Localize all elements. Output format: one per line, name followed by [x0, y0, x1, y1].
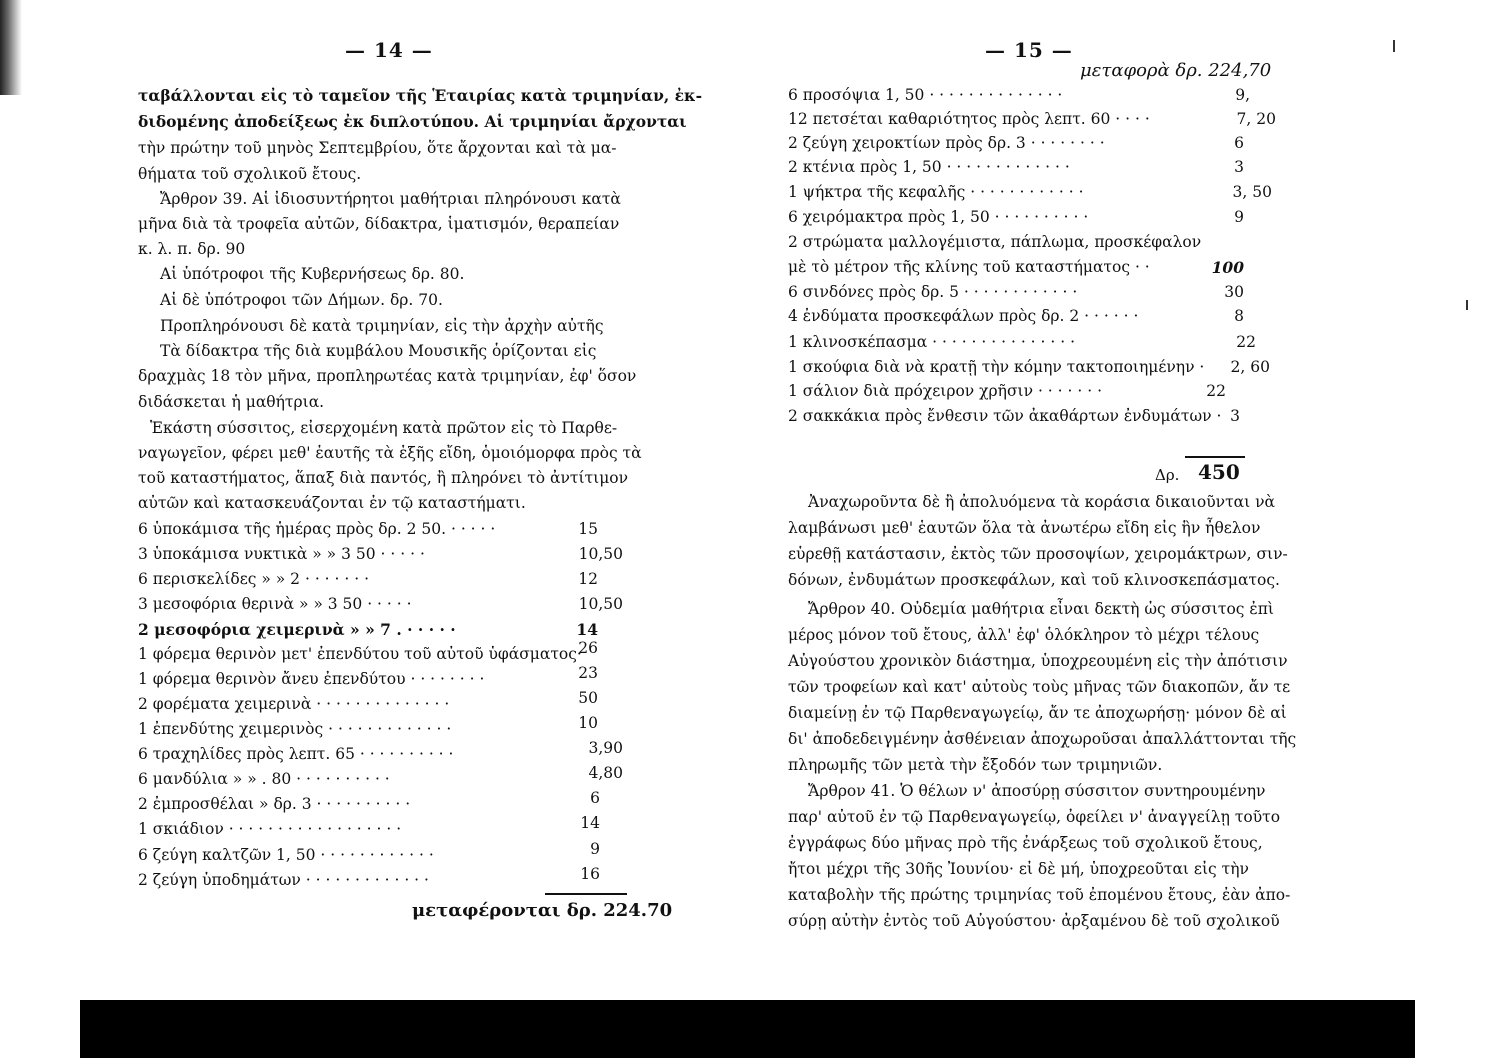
item-value: 30 — [1224, 283, 1244, 301]
total-label: Δρ. — [1155, 466, 1180, 484]
item-text: 1 ψήκτρα τῆς κεφαλῆς · · · · · · · · · · · · — [788, 183, 1084, 201]
text-line: τοῦ καταστήματος, ἅπαξ διὰ παντός, ἢ πληρόνει τὸ ἀντίτιμον — [138, 469, 629, 487]
text-line: κ. λ. π. δρ. 90 — [138, 240, 246, 258]
carried-total: μεταφέρονται δρ. 224.70 — [412, 900, 673, 921]
item-value: 9 — [1234, 208, 1244, 226]
item-value: 7, 20 — [1236, 110, 1276, 128]
carry-over: μεταφορὰ δρ. 224,70 — [1080, 60, 1272, 81]
text-line: εὑρεθῇ κατάστασιν, ἐκτὸς τῶν προσοψίων, χειρομάκτρων, σιν- — [788, 545, 1288, 563]
list-item — [138, 714, 598, 742]
item-text: 2 σακκάκια πρὸς ἔνθεσιν τῶν ἀκαθάρτων ἐνδυμάτων · — [788, 407, 1222, 425]
list-item — [138, 789, 600, 817]
item-value: 6 — [1234, 134, 1244, 152]
list-item — [138, 739, 623, 767]
item-value: 8 — [1234, 307, 1244, 325]
item-text: 2 ἐμπροσθέλαι » δρ. 3 · · · · · · · · · · — [138, 795, 411, 813]
list-item — [138, 520, 598, 542]
list-item — [788, 283, 1244, 305]
item-value: 9, — [1235, 86, 1250, 104]
list-item — [138, 689, 598, 717]
item-value: 3, 50 — [1232, 183, 1272, 201]
item-text: 1 ἐπενδύτης χειμερινὸς · · · · · · · · · · · · · — [138, 720, 452, 738]
text-line: ἐγγράφως δύο μῆνας πρὸ τῆς ἐνάρξεως τοῦ σχολικοῦ ἔτους, — [788, 834, 1263, 852]
list-item — [138, 639, 598, 667]
page-number: — 14 — — [345, 38, 433, 62]
text-line: δόνων, ἐνδυμάτων προσκεφάλων, καὶ τοῦ κλινοσκεπάσματος. — [788, 571, 1280, 589]
text-line: διδομένης ἀποδείξεως ἐκ διπλοτύπου. Αἱ τριμηνίαι ἄρχονται — [138, 112, 687, 131]
item-text: 1 κλινοσκέπασμα · · · · · · · · · · · · · · · — [788, 333, 1076, 351]
item-value: 15 — [578, 520, 598, 538]
list-item — [788, 134, 1244, 156]
list-item — [788, 158, 1244, 180]
total-rule — [545, 893, 627, 895]
text-line: Ἀναχωροῦντα δὲ ἢ ἀπολυόμενα τὰ κοράσια δικαιοῦνται νὰ — [808, 493, 1276, 511]
text-line: μῆνα διὰ τὰ τροφεῖα αὐτῶν, δίδακτρα, ἱματισμόν, θεραπείαν — [138, 215, 620, 233]
text-line: διδάσκεται ἡ μαθήτρια. — [138, 393, 325, 411]
item-text: 2 κτένια πρὸς 1, 50 · · · · · · · · · · · · · — [788, 158, 1070, 176]
item-text: 6 μανδύλια » » . 80 · · · · · · · · · · — [138, 770, 390, 788]
total-value: 450 — [1198, 460, 1240, 484]
page-number: — 15 — — [985, 38, 1073, 62]
list-item — [138, 545, 623, 567]
list-item — [788, 358, 1270, 380]
text-line: Τὰ δίδακτρα τῆς διὰ κυμβάλου Μουσικῆς ὁρίζονται εἰς — [160, 342, 597, 360]
item-text: 2 ζεύγη ὑποδημάτων · · · · · · · · · · · · · — [138, 871, 429, 889]
item-text: 1 σάλιον διὰ πρόχειρον χρῆσιν · · · · · · · — [788, 382, 1102, 400]
item-value: 23 — [578, 664, 598, 682]
scan-edge-shadow — [80, 1000, 1415, 1058]
item-text: 3 ὑποκάμισα νυκτικὰ » » 3 50 · · · · · — [138, 545, 425, 563]
text-line: ναγωγεῖον, φέρει μεθ' ἑαυτῆς τὰ ἑξῆς εἴδη, ὁμοιόμορφα πρὸς τὰ — [138, 444, 642, 462]
text-line: δραχμὰς 18 τὸν μῆνα, προπληρωτέας κατὰ τριμηνίαν, ἐφ' ὅσον — [138, 367, 637, 385]
item-text: 6 περισκελίδες » » 2 · · · · · · · — [138, 570, 370, 588]
item-value: 4,80 — [588, 764, 623, 782]
item-text: 2 μεσοφόρια χειμερινὰ » » 7 . · · · · · — [138, 620, 456, 639]
item-value: 22 — [1236, 333, 1256, 351]
item-value: 2, 60 — [1230, 358, 1270, 376]
text-line: διαμείνῃ ἐν τῷ Παρθεναγωγείῳ, ἄν τε ἀποχωρήσῃ· μόνον δὲ αἱ — [788, 704, 1287, 722]
list-item — [138, 865, 600, 893]
list-item — [138, 570, 598, 592]
list-item — [788, 208, 1244, 230]
text-line: τῶν τροφείων καὶ κατ' αὐτοὺς τοὺς μῆνας τῶν διακοπῶν, ἄν τε — [788, 678, 1291, 696]
item-value: 3 — [1234, 158, 1244, 176]
item-text: 2 ζεύγη χειροκτίων πρὸς δρ. 3 · · · · · · · · — [788, 134, 1105, 152]
list-item — [788, 407, 1240, 429]
text-line: Προπληρόνουσι δὲ κατὰ τριμηνίαν, εἰς τὴν ἀρχὴν αὐτῆς — [160, 317, 604, 335]
item-value: 12 — [578, 570, 598, 588]
item-value: 50 — [578, 689, 598, 707]
list-item — [138, 664, 598, 692]
text-line: πληρωμῆς τῶν μετὰ τὴν ἔξοδόν των τριμηνιῶν. — [788, 756, 1163, 774]
item-text: 6 τραχηλίδες πρὸς λεπτ. 65 · · · · · · · · · · — [138, 745, 454, 763]
list-item — [788, 333, 1256, 355]
list-item — [138, 620, 598, 642]
item-text: 3 μεσοφόρια θερινὰ » » 3 50 · · · · · — [138, 595, 412, 613]
item-text: 1 φόρεμα θερινὸν ἄνευ ἐπενδύτου · · · · · · · · — [138, 670, 485, 688]
item-value: 3 — [1230, 407, 1240, 425]
text-line: Ἄρθρον 40. Οὐδεμία μαθήτρια εἶναι δεκτὴ ὡς σύσσιτος ἐπὶ — [808, 600, 1274, 618]
total-rule — [1185, 456, 1245, 458]
item-value: 26 — [578, 639, 598, 657]
text-line: σύρῃ αὐτὴν ἐντὸς τοῦ Αὐγούστου· ἀρξαμένου δὲ τοῦ σχολικοῦ — [788, 912, 1280, 930]
item-text: 6 ὑποκάμισα τῆς ἡμέρας πρὸς δρ. 2 50. · · · · · — [138, 520, 496, 538]
item-value: 100 — [1211, 258, 1244, 277]
list-item — [788, 382, 1226, 404]
list-item — [788, 183, 1272, 205]
item-value: 9 — [590, 840, 600, 858]
item-value: 6 — [590, 789, 600, 807]
text-line: Αὐγούστου χρονικὸν διάστημα, ὑποχρεουμένη εἰς τὴν ἀπότισιν — [788, 652, 1288, 670]
item-value: 3,90 — [588, 739, 623, 757]
list-item — [138, 814, 600, 842]
item-text: 12 πετσέται καθαριότητος πρὸς λεπτ. 60 · · · · — [788, 110, 1150, 128]
item-value: 10,50 — [578, 595, 623, 613]
text-line: Ἄρθρον 41. Ὁ θέλων ν' ἀποσύρῃ σύσσιτον συντηρουμένην — [808, 782, 1266, 800]
text-line: λαμβάνωσι μεθ' ἑαυτῶν ὅλα τὰ ἀνωτέρω εἴδη εἰς ἣν ἦθελον — [788, 519, 1261, 537]
text-line: ἤτοι μέχρι τῆς 30ῆς Ἰουνίου· εἰ δὲ μή, ὑποχρεοῦται εἰς τὴν — [788, 860, 1249, 878]
item-text: 1 σκούφια διὰ νὰ κρατῇ τὴν κόμην τακτοποιημένην · — [788, 358, 1205, 376]
item-text: 6 χειρόμακτρα πρὸς 1, 50 · · · · · · · · · · — [788, 208, 1089, 226]
text-line: Ἄρθρον 39. Αἱ ἰδιοσυντήρητοι μαθήτριαι πληρόνουσι κατὰ — [160, 190, 621, 208]
item-text: 6 σινδόνες πρὸς δρ. 5 · · · · · · · · · · · · — [788, 283, 1078, 301]
item-text: 4 ἐνδύματα προσκεφάλων πρὸς δρ. 2 · · · · · · — [788, 307, 1139, 325]
list-item — [788, 258, 1244, 280]
item-text: 6 ζεύγη καλτζῶν 1, 50 · · · · · · · · · · · · — [138, 846, 434, 864]
text-line: δι' ἀποδεδειγμένην ἀσθένειαν ἀποχωροῦσαι ἀπαλλάττονται τῆς — [788, 730, 1297, 748]
item-value: 16 — [580, 865, 600, 883]
text-line: αὐτῶν καὶ κατασκευάζονται ἐν τῷ καταστήματι. — [138, 494, 526, 512]
text-line: τὴν πρώτην τοῦ μηνὸς Σεπτεμβρίου, ὅτε ἄρχονται καὶ τὰ μα- — [138, 139, 617, 157]
item-value: 14 — [580, 814, 600, 832]
list-item — [138, 764, 623, 792]
item-text: 6 προσόψια 1, 50 · · · · · · · · · · · · · · — [788, 86, 1063, 104]
item-value: 22 — [1206, 382, 1226, 400]
item-text: 2 στρώματα μαλλογέμιστα, πάπλωμα, προσκέφαλον — [788, 233, 1202, 251]
list-item — [788, 233, 1250, 255]
item-text: 1 φόρεμα θερινὸν μετ' ἐπενδύτου τοῦ αὐτοῦ ὑφάσματος· — [138, 645, 582, 663]
text-line: καταβολὴν τῆς πρώτης τριμηνίας τοῦ ἐπομένου ἔτους, ἐὰν ἀπο- — [788, 886, 1291, 904]
item-text: 2 φορέματα χειμερινὰ · · · · · · · · · · · · · · — [138, 695, 450, 713]
list-item — [788, 307, 1244, 329]
list-item — [138, 840, 600, 868]
text-line: Αἱ ὑπότροφοι τῆς Κυβερνήσεως δρ. 80. — [160, 265, 465, 283]
list-item — [788, 86, 1250, 108]
text-line: θήματα τοῦ σχολικοῦ ἔτους. — [138, 165, 362, 183]
list-item — [788, 110, 1276, 132]
text-line: ταβάλλονται εἰς τὸ ταμεῖον τῆς Ἑταιρίας κατὰ τριμηνίαν, ἐκ- — [138, 86, 703, 105]
text-line: μέρος μόνον τοῦ ἔτους, ἀλλ' ἐφ' ὁλόκληρον τὸ μέχρι τέλους — [788, 626, 1260, 644]
list-item — [138, 595, 623, 617]
item-text: μὲ τὸ μέτρον τῆς κλίνης τοῦ καταστήματος · · — [788, 258, 1150, 276]
text-line: Ἑκάστη σύσσιτος, εἰσερχομένη κατὰ πρῶτον εἰς τὸ Παρθε- — [150, 419, 618, 437]
item-value: 14 — [576, 620, 598, 639]
text-line: Αἱ δὲ ὑπότροφοι τῶν Δήμων. δρ. 70. — [160, 291, 443, 309]
item-text: 1 σκιάδιον · · · · · · · · · · · · · · · · · · — [138, 820, 402, 838]
scan-speck — [1466, 300, 1468, 310]
item-value: 10 — [578, 714, 598, 732]
text-line: παρ' αὐτοῦ ἐν τῷ Παρθεναγωγείῳ, ὀφείλει ν' ἀναγγείλῃ τοῦτο — [788, 808, 1281, 826]
scan-speck — [1393, 40, 1395, 52]
item-value: 10,50 — [578, 545, 623, 563]
